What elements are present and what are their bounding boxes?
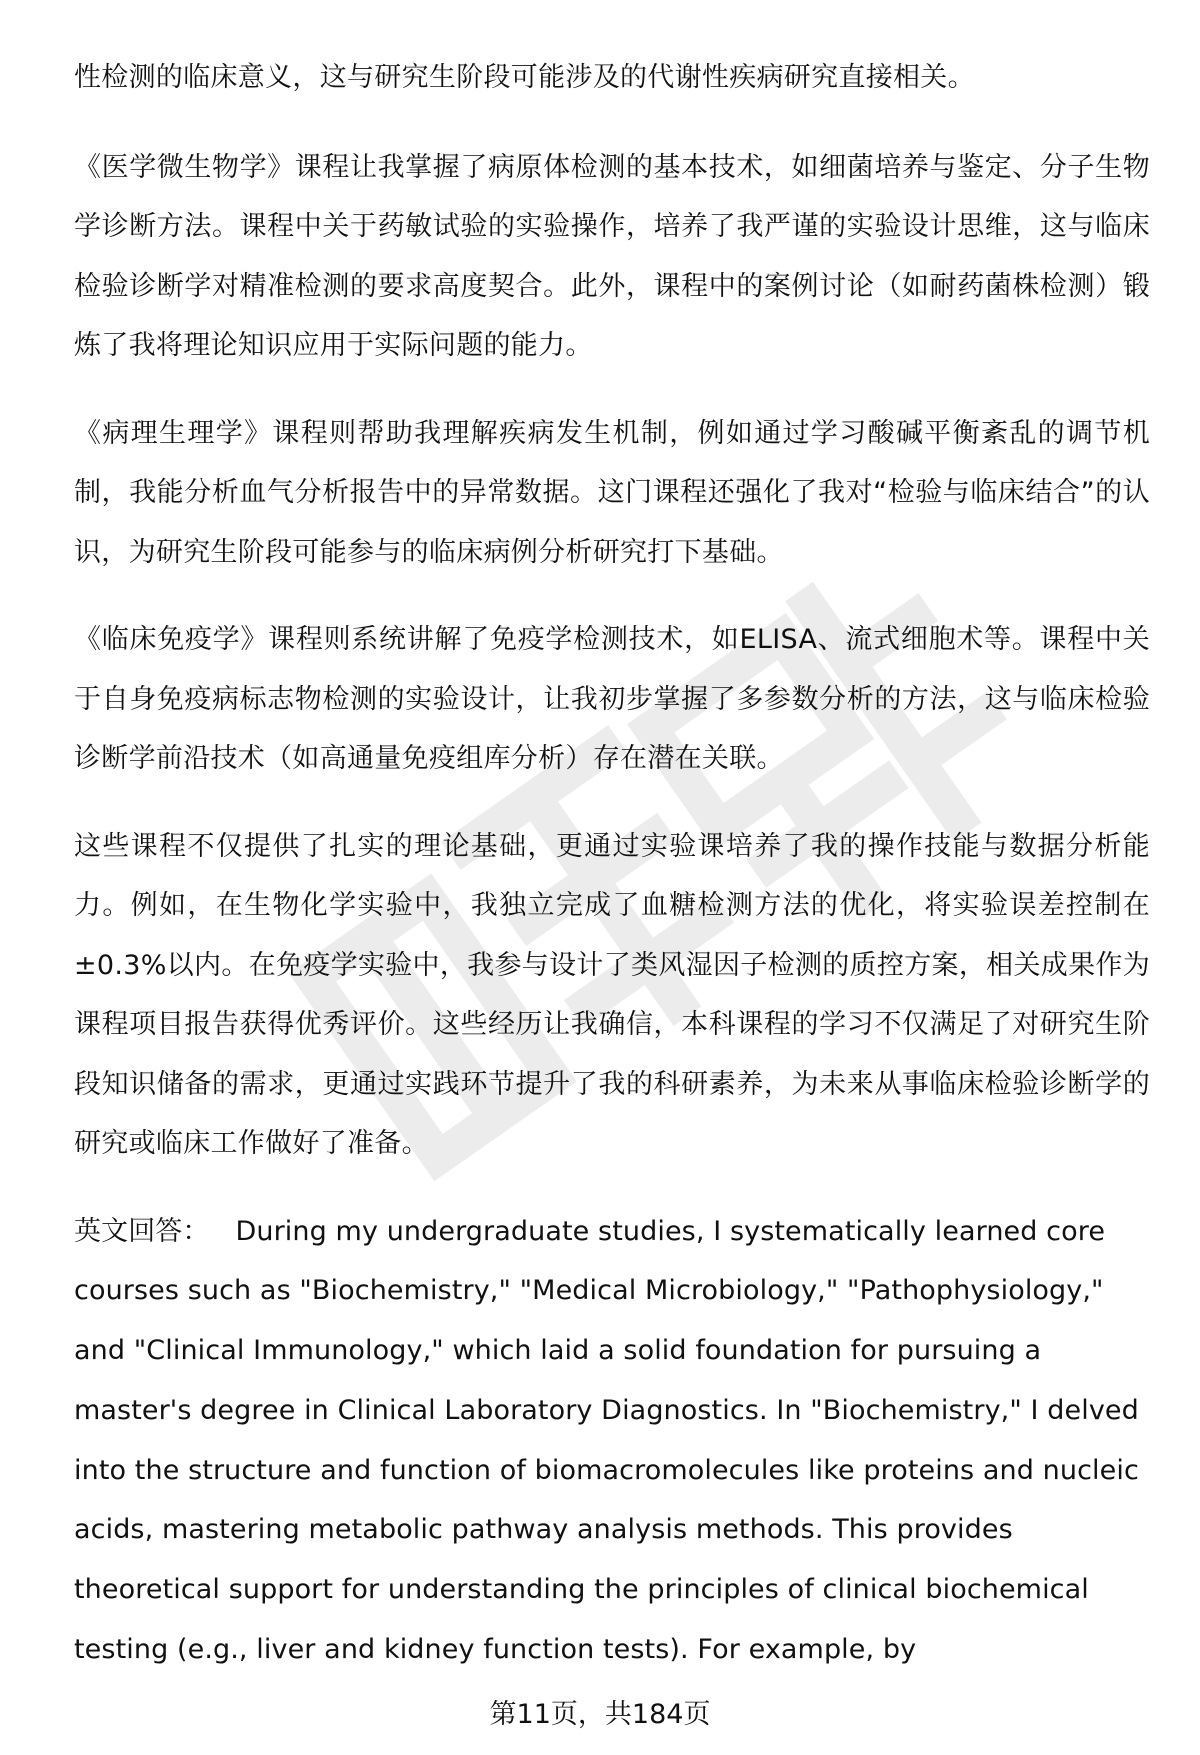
english-answer-label: 英文回答： — [74, 1215, 210, 1247]
paragraph-microbiology: 《医学微生物学》课程让我掌握了病原体检测的基本技术，如细菌培养与鉴定、分子生物学诊断方法。课程中关于药敏试验的实验操作，培养了我严谨的实验设计思维，这与临床检验诊断学对精准检测的要求高度契合。此外，课程中的案例讨论（如耐药菌株检测）锻炼了我将理论知识应用于实际问题的能力。 — [74, 151, 1150, 361]
paragraph-pathophysiology: 《病理生理学》课程则帮助我理解疾病发生机制，例如通过学习酸碱平衡紊乱的调节机制，我能分析血气分析报告中的异常数据。这门课程还强化了我对“检验与临床结合”的认识，为研究生阶段可能参与的临床病例分析研究打下基础。 — [74, 417, 1150, 568]
page-number-footer: 第11页，共184页 — [489, 1699, 711, 1730]
paragraph-metabolic: 性检测的临床意义，这与研究生阶段可能涉及的代谢性疾病研究直接相关。 — [74, 62, 975, 93]
paragraph-summary: 这些课程不仅提供了扎实的理论基础，更通过实验课培养了我的操作技能与数据分析能力。例如，在生物化学实验中，我独立完成了血糖检测方法的优化，将实验误差控制在±0.3%以内。在免疫学实验中，我参与设计了类风湿因子检测的质控方案，相关成果作为课程项目报告获得优秀评价。这些经历让我确信，本科课程的学习不仅满足了对研究生阶段知识储备的需求，更通过实践环节提升了我的科研素养，为未来从事临床检验诊断学的研究或临床工作做好了准备。 — [74, 830, 1150, 1159]
english-answer-text: During my undergraduate studies, I systematically learned core courses such as "Biochemistry," "Medical Microbiology," "Pathophysiology," and "Clinical Immunology," which laid a solid foundation for pursuing a master's degree in Clinical Laboratory Diagnostics. In "Biochemistry," I delved into the structure and function of biomacromolecules like proteins and nucleic acids, mastering metabolic pathway analysis methods. This provides theoretical support for understanding the principles of clinical biochemical testing (e.g., liver and kidney function tests). For example, by — [74, 1215, 1139, 1666]
paragraph-immunology: 《临床免疫学》课程则系统讲解了免疫学检测技术，如ELISA、流式细胞术等。课程中关于自身免疫病标志物检测的实验设计，让我初步掌握了多参数分析的方法，这与临床检验诊断学前沿技术（如高通量免疫组库分析）存在潜在关联。 — [74, 624, 1150, 774]
paragraph-english-answer — [74, 1202, 1150, 1680]
